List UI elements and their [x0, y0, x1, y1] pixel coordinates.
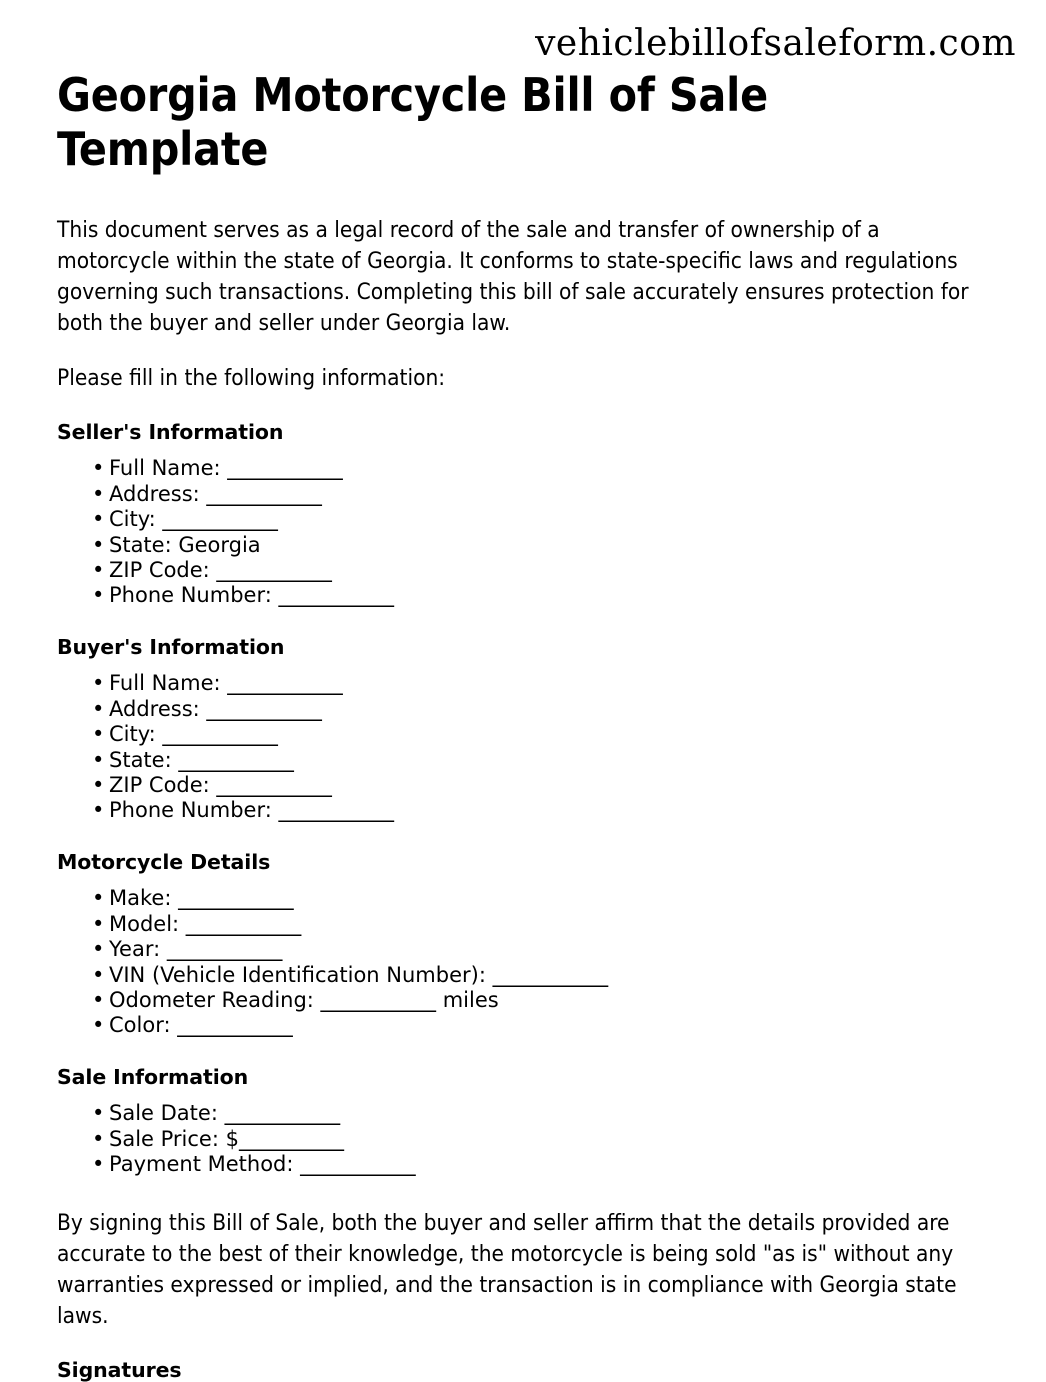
- list-item: • ZIP Code: ___________: [57, 773, 1017, 798]
- field-list-motorcycle-details: [57, 886, 1017, 1038]
- list-item: • ZIP Code: ___________: [57, 558, 1017, 583]
- list-item: • Year: ___________: [57, 937, 1017, 962]
- list-item: • Model: ___________: [57, 912, 1017, 937]
- list-item: • Address: ___________: [57, 482, 1017, 507]
- list-item: • Address: ___________: [57, 697, 1017, 722]
- list-item: • Make: ___________: [57, 886, 1017, 911]
- list-item: • State: Georgia: [57, 533, 1017, 558]
- section-heading-motorcycle-details: Motorcycle Details: [57, 849, 271, 874]
- document-content: [57, 0, 1017, 1382]
- list-item: • City: ___________: [57, 722, 1017, 747]
- list-item: • Odometer Reading: ___________ miles: [57, 988, 1017, 1013]
- section-heading-signatures: Signatures: [57, 1357, 182, 1382]
- list-item: • VIN (Vehicle Identification Number): ___________: [57, 963, 1017, 988]
- list-item: • Sale Price: $__________: [57, 1127, 1017, 1152]
- list-item: • Color: ___________: [57, 1013, 1017, 1038]
- list-item: • Full Name: ___________: [57, 671, 1017, 696]
- section-heading-buyers-information: Buyer's Information: [57, 634, 285, 659]
- intro-paragraph: This document serves as a legal record of the sale and transfer of ownership of a motorcycle within the state of Georgia. It conforms to state-specific laws and regulations governing such transactions. Completing this bill of sale accurately ensures protection for both the buyer and seller under Georgia law.: [57, 216, 969, 336]
- affirmation-paragraph: By signing this Bill of Sale, both the buyer and seller affirm that the details provided are accurate to the best of their knowledge, the motorcycle is being sold "as is" without any warranties expressed or implied, and the transaction is in compliance with Georgia state laws.: [57, 1209, 957, 1329]
- list-item: • Sale Date: ___________: [57, 1101, 1017, 1126]
- page-title: Georgia Motorcycle Bill of Sale Template: [57, 68, 769, 177]
- field-list-sale-information: [57, 1101, 1017, 1177]
- list-item: • Payment Method: ___________: [57, 1152, 1017, 1177]
- field-list-sellers-information: [57, 456, 1017, 608]
- list-item: • State: ___________: [57, 748, 1017, 773]
- fill-instruction: Please fill in the following information:: [57, 364, 446, 391]
- site-watermark: vehiclebillofsaleform.com: [535, 23, 1016, 64]
- list-item: • Phone Number: ___________: [57, 583, 1017, 608]
- list-item: • Phone Number: ___________: [57, 798, 1017, 823]
- list-item: • Full Name: ___________: [57, 456, 1017, 481]
- list-item: • City: ___________: [57, 507, 1017, 532]
- field-list-buyers-information: [57, 671, 1017, 823]
- section-heading-sellers-information: Seller's Information: [57, 419, 284, 444]
- section-heading-sale-information: Sale Information: [57, 1064, 249, 1089]
